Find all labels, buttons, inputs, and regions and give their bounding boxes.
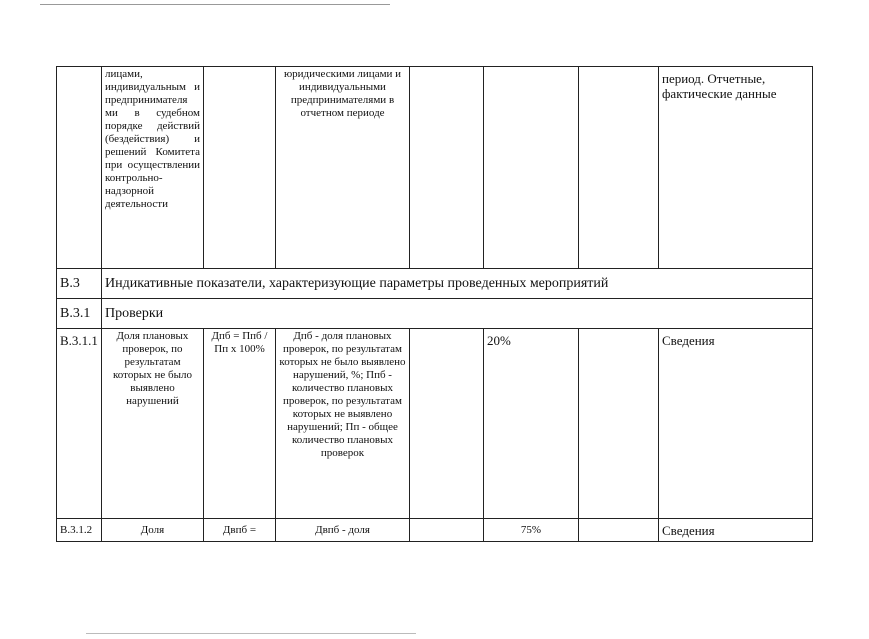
table-row [57,519,813,542]
cell-description: Дпб - доля плановых проверок, по результатам которых не было выявлено нарушений, %; Ппб - количество плановых проверок, по результатам которых не выявлено нарушений; Пп - общее количество плановых проверок [276,329,410,519]
cell-indicator: Доля плановых проверок, по результатам которых не было выявлено нарушений [102,329,204,519]
cell-empty [410,329,484,519]
cell-formula [204,67,276,269]
cell-code [57,67,102,269]
cell-target [484,67,579,269]
table-row [57,67,813,269]
cell-description: юридическими лицами и индивидуальными предпринимателями в отчетном периоде [276,67,410,269]
section-row [57,299,813,329]
cell-target: 20% [484,329,579,519]
cell-empty [410,519,484,542]
cell-formula: Дпб = Ппб / Пп х 100% [204,329,276,519]
indicators-table [56,66,813,542]
cell-empty [410,67,484,269]
section-code: В.3 [57,269,102,299]
cell-source: период. Отчетные, фактические данные [659,67,813,269]
section-title: Проверки [102,299,813,329]
table-row [57,329,813,519]
cell-code: В.3.1.2 [57,519,102,542]
section-row [57,269,813,299]
cell-formula: Двпб = [204,519,276,542]
cell-source: Сведения [659,329,813,519]
scan-top-edge [40,4,390,5]
cell-empty [579,519,659,542]
cell-empty [579,67,659,269]
cell-source: Сведения [659,519,813,542]
cell-empty [579,329,659,519]
section-title: Индикативные показатели, характеризующие параметры проведенных мероприятий [102,269,813,299]
cell-target: 75% [484,519,579,542]
cell-description: Двпб - доля [276,519,410,542]
cell-code: В.3.1.1 [57,329,102,519]
cell-indicator: Доля [102,519,204,542]
scan-bottom-edge [86,633,416,634]
section-code: В.3.1 [57,299,102,329]
cell-indicator: лицами, индивидуальным и предпринимателя ми в судебном порядке действий (бездействия) и решений Комитета при осуществлении контрольно-надзорной деятельности [102,67,204,269]
